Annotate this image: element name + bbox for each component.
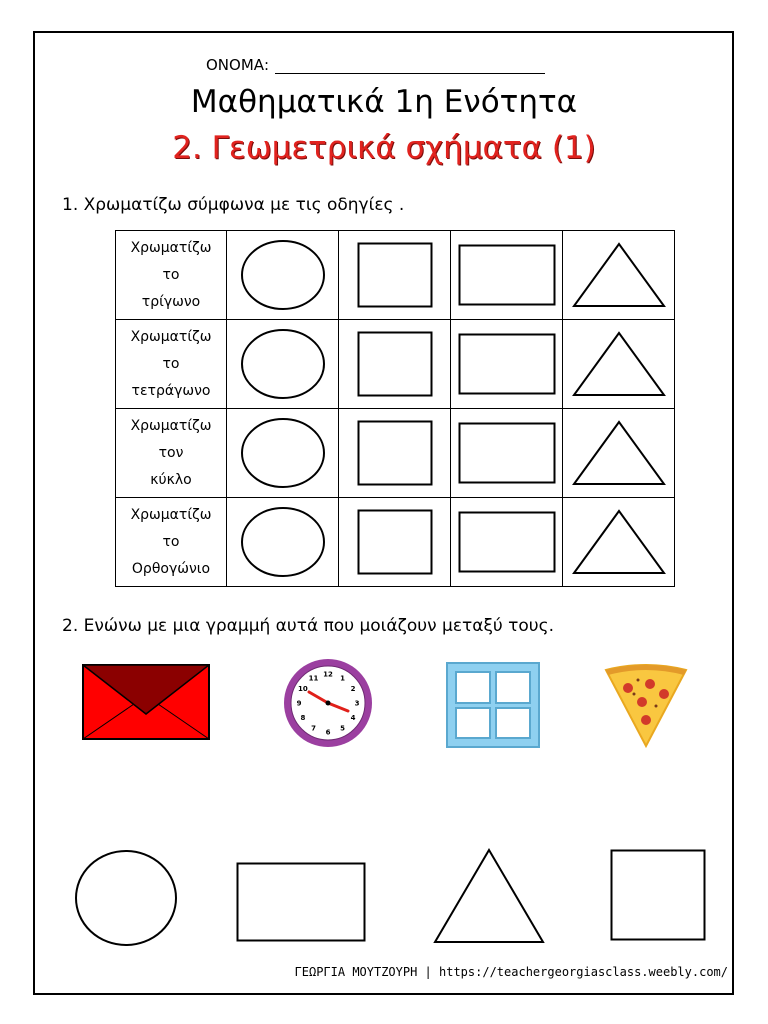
triangle-outline [572, 509, 666, 575]
shape-cell-square[interactable] [339, 498, 451, 587]
table-row [116, 409, 675, 498]
shape-cell-square[interactable] [339, 409, 451, 498]
circle-outline [240, 239, 326, 311]
page-subtitle: 2. Γεωμετρικά σχήματα (1) [172, 130, 596, 166]
clock-number: 10 [298, 685, 308, 693]
shape-cell-circle[interactable] [227, 409, 339, 498]
page-title: Μαθηματικά 1η Ενότητα [190, 84, 578, 120]
shape-square[interactable] [610, 849, 706, 941]
clock-number: 7 [311, 724, 316, 733]
pizza-slice-icon[interactable] [604, 664, 688, 748]
clock-number: 3 [354, 699, 360, 708]
shape-cell-triangle[interactable] [563, 320, 675, 409]
name-line[interactable] [275, 57, 545, 74]
clock-number: 4 [350, 714, 356, 722]
instruction-text: το [162, 355, 180, 372]
triangle-outline [572, 420, 666, 486]
square-outline [357, 509, 433, 575]
shape-cell-circle[interactable] [227, 231, 339, 320]
rectangle-outline [458, 244, 556, 306]
square-outline [357, 242, 433, 308]
clock-number: 11 [308, 674, 319, 683]
exercise2-instruction: 2. Ενώνω με μια γραμμή αυτά που μοιάζουν μεταξύ τους. [62, 616, 555, 636]
instruction-text: Χρωματίζω [130, 239, 212, 256]
footer-credit: ΓΕΩΡΓΙΑ ΜΟΥΤΖΟΥΡΗ | https://teachergeorgiasclass.weebly.com/ [294, 965, 728, 979]
triangle-outline [572, 331, 666, 397]
shape-rectangle[interactable] [236, 862, 366, 942]
envelope-icon[interactable] [82, 664, 210, 740]
shape-cell-square[interactable] [339, 320, 451, 409]
instruction-text: τρίγωνο [141, 293, 201, 310]
rectangle-outline [458, 422, 556, 484]
square-outline [357, 331, 433, 397]
shape-cell-rectangle[interactable] [451, 409, 563, 498]
circle-outline [240, 506, 326, 578]
shape-cell-rectangle[interactable] [451, 231, 563, 320]
circle-outline [240, 417, 326, 489]
instruction-cell [116, 498, 227, 587]
table-row [116, 320, 675, 409]
clock-number: 8 [300, 714, 306, 722]
shape-cell-circle[interactable] [227, 498, 339, 587]
instruction-text: το [162, 266, 180, 283]
clock-number: 5 [340, 724, 345, 733]
instruction-text: Ορθογώνιο [131, 560, 211, 577]
instruction-text: τον [158, 444, 184, 461]
shape-cell-circle[interactable] [227, 320, 339, 409]
shape-cell-rectangle[interactable] [451, 498, 563, 587]
rectangle-outline [458, 333, 556, 395]
shape-cell-triangle[interactable] [563, 231, 675, 320]
instruction-text: το [162, 533, 180, 550]
shape-circle[interactable] [74, 849, 178, 947]
clock-number: 6 [325, 728, 331, 737]
clock-number: 9 [296, 699, 302, 708]
instruction-text: κύκλο [150, 471, 192, 488]
window-icon[interactable] [446, 662, 540, 748]
clock-number: 2 [350, 685, 356, 693]
triangle-outline [572, 242, 666, 308]
instruction-text: Χρωματίζω [130, 328, 212, 345]
shape-cell-rectangle[interactable] [451, 320, 563, 409]
shape-cell-square[interactable] [339, 231, 451, 320]
instruction-cell [116, 231, 227, 320]
instruction-cell [116, 409, 227, 498]
instruction-cell [116, 320, 227, 409]
circle-outline [240, 328, 326, 400]
instruction-text: Χρωματίζω [130, 506, 212, 523]
shape-cell-triangle[interactable] [563, 498, 675, 587]
instruction-text: τετράγωνο [131, 382, 211, 399]
shape-triangle[interactable] [433, 848, 545, 944]
name-label: ΟΝΟΜΑ: [206, 56, 270, 74]
square-outline [357, 420, 433, 486]
clock-number: 1 [340, 674, 345, 683]
shape-cell-triangle[interactable] [563, 409, 675, 498]
table-row [116, 231, 675, 320]
exercise1-instruction: 1. Χρωματίζω σύμφωνα με τις οδηγίες . [62, 195, 405, 215]
instruction-text: Χρωματίζω [130, 417, 212, 434]
coloring-table [115, 230, 675, 587]
rectangle-outline [458, 511, 556, 573]
table-row [116, 498, 675, 587]
clock-icon[interactable] [281, 656, 375, 750]
name-field[interactable] [206, 56, 545, 74]
clock-number: 12 [323, 670, 333, 679]
